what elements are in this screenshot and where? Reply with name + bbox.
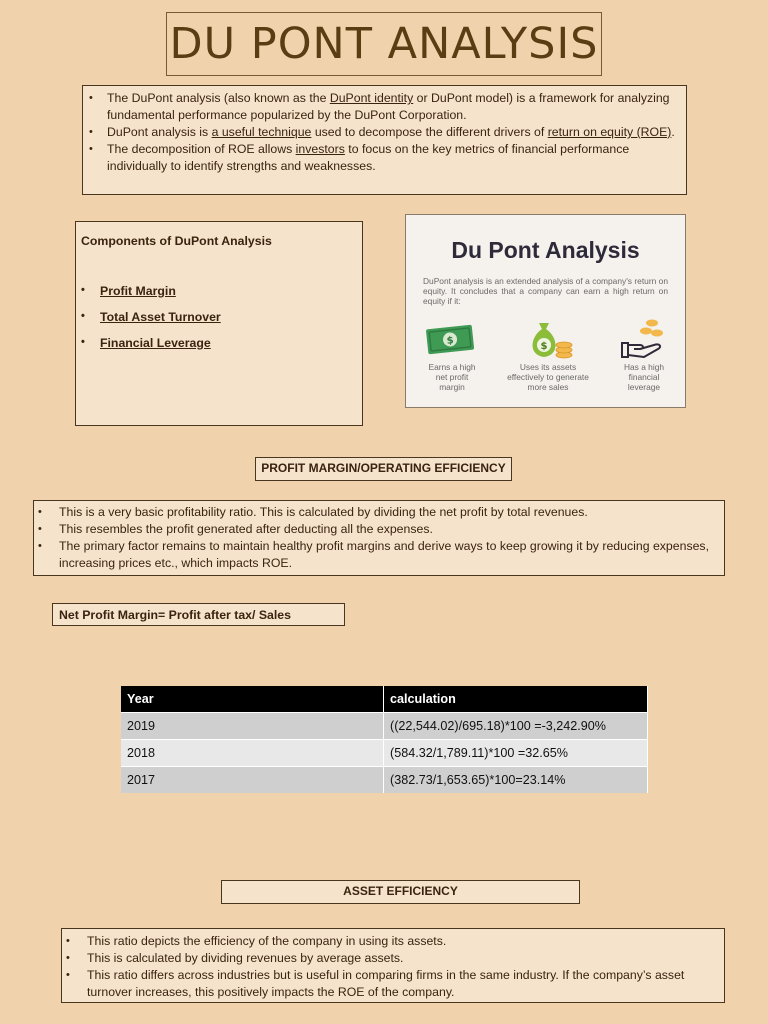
infographic-description: DuPont analysis is an extended analysis of a company's return on equity. It concludes that a company can earn a high return on equity if it:	[423, 276, 668, 306]
component-item-financial-leverage[interactable]	[81, 336, 358, 362]
intro-text: used to decompose the different drivers of	[311, 125, 548, 139]
caption-line: effectively to generate	[507, 372, 589, 382]
intro-text: or DuPont model) is a framework for analyzing fundamental performance popularized by the DuPont Corporation.	[107, 91, 670, 122]
profit-margin-section-label: PROFIT MARGIN/OPERATING EFFICIENCY	[255, 457, 512, 481]
component-label[interactable]: Financial Leverage	[100, 336, 211, 350]
cell-year: 2017	[121, 767, 384, 794]
components-heading: Components of DuPont Analysis	[81, 234, 272, 248]
list-item: • This resembles the profit generated after deducting all the expenses.	[34, 521, 718, 538]
table-row	[121, 713, 648, 740]
hand-coins-icon	[616, 317, 672, 359]
calculation-table	[121, 686, 648, 793]
profit-margin-box	[33, 500, 725, 576]
components-list	[81, 284, 358, 362]
cell-year: 2019	[121, 713, 384, 740]
intro-bullet-1	[85, 90, 678, 124]
list-item: • This ratio differs across industries but is useful in comparing firms in the same industry. If the company’s asset turnover increases, this positively impacts the ROE of the company.	[62, 967, 718, 1001]
caption-line: Has a high	[623, 362, 665, 372]
intro-text: to focus on the key metrics of financial performance individually to identify strengths and weaknesses.	[107, 142, 630, 173]
svg-text:$: $	[540, 341, 548, 352]
money-bag-icon	[522, 315, 580, 361]
caption-line: more sales	[527, 382, 569, 392]
useful-technique-link[interactable]: a useful technique	[211, 125, 312, 139]
components-box	[75, 221, 363, 426]
intro-box	[82, 85, 687, 195]
component-label[interactable]: Profit Margin	[100, 284, 176, 298]
table-row	[121, 767, 648, 794]
investors-link[interactable]: investors	[295, 142, 345, 156]
list-item: • The primary factor remains to maintain healthy profit margins and derive ways to keep growing it by reducing expenses, increasing prices etc., which impacts ROE.	[34, 538, 718, 572]
page-title: DU PONT ANALYSIS	[169, 19, 599, 69]
cash-icon	[423, 321, 477, 357]
list-item: • This is a very basic profitability ratio. This is calculated by dividing the net profit by total revenues.	[34, 504, 718, 521]
caption-line: Earns a high	[428, 362, 476, 372]
column-header-year: Year	[121, 686, 384, 713]
intro-list	[85, 90, 678, 175]
component-item-asset-turnover[interactable]	[81, 310, 358, 336]
caption-assets	[494, 362, 602, 392]
caption-line: margin	[439, 382, 465, 392]
table-header-row	[121, 686, 648, 713]
intro-text: DuPont analysis is	[107, 125, 212, 139]
cell-calculation: (382.73/1,653.65)*100=23.14%	[384, 767, 648, 794]
svg-text:$: $	[446, 335, 455, 347]
caption-net-profit	[414, 362, 490, 392]
intro-bullet-2	[85, 124, 678, 141]
caption-line: leverage	[627, 382, 661, 392]
caption-line: net profit	[435, 372, 469, 382]
cell-calculation: (584.32/1,789.11)*100 =32.65%	[384, 740, 648, 767]
list-item: • This ratio depicts the efficiency of the company in using its assets.	[62, 933, 718, 950]
title-box	[166, 12, 602, 76]
intro-text: The decomposition of ROE allows	[107, 142, 296, 156]
dupont-identity-link[interactable]: DuPont identity	[329, 91, 414, 105]
asset-efficiency-list	[62, 933, 718, 1001]
dupont-infographic	[405, 214, 686, 408]
table-row	[121, 740, 648, 767]
infographic-title: Du Pont Analysis	[451, 237, 640, 263]
column-header-calculation: calculation	[384, 686, 648, 713]
component-item-profit-margin[interactable]	[81, 284, 358, 310]
intro-text: .	[671, 125, 675, 139]
caption-leverage	[606, 362, 682, 392]
profit-margin-list	[34, 504, 718, 572]
cell-calculation: ((22,544.02)/695.18)*100 =-3,242.90%	[384, 713, 648, 740]
intro-text: The DuPont analysis (also known as the	[107, 91, 330, 105]
asset-efficiency-section-label: ASSET EFFICIENCY	[221, 880, 580, 904]
caption-line: financial	[628, 372, 660, 382]
intro-bullet-3	[85, 141, 678, 175]
cell-year: 2018	[121, 740, 384, 767]
caption-line: Uses its assets	[519, 362, 577, 372]
component-label[interactable]: Total Asset Turnover	[100, 310, 221, 324]
list-item: • This is calculated by dividing revenues by average assets.	[62, 950, 718, 967]
return-on-equity-link[interactable]: return on equity (ROE)	[547, 125, 672, 139]
net-profit-margin-formula: Net Profit Margin= Profit after tax/ Sales	[52, 603, 345, 626]
asset-efficiency-box	[61, 928, 725, 1003]
